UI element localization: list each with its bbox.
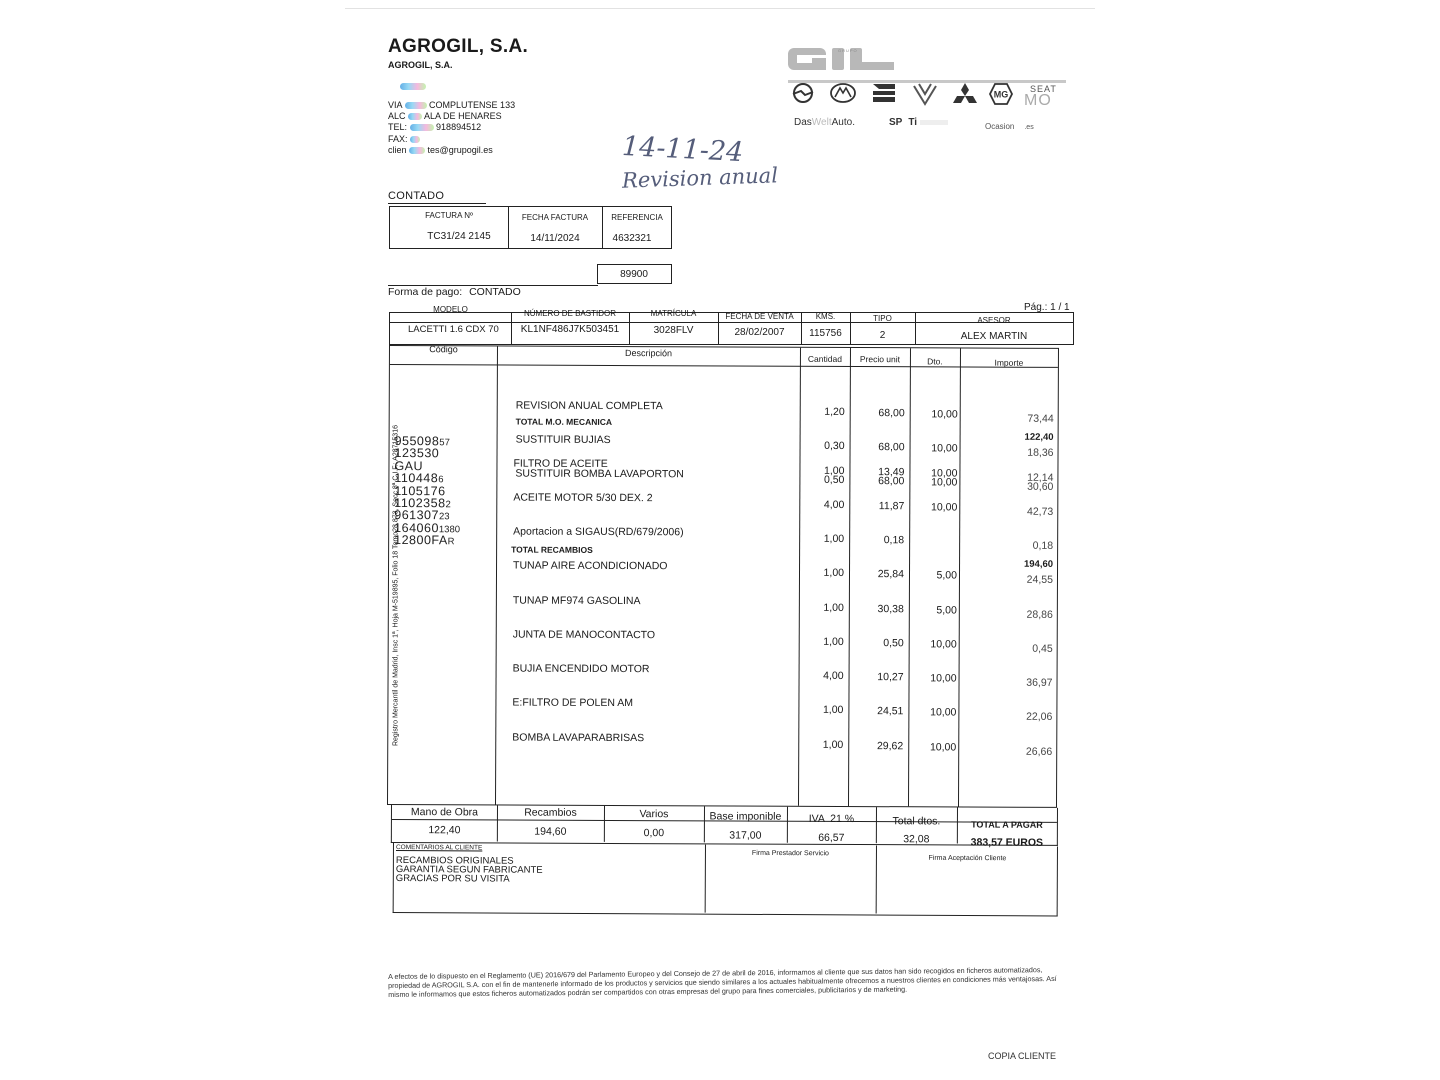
- address-line-4: [388, 134, 420, 145]
- list-item: 1,00: [822, 704, 844, 717]
- list-item: 11,87: [878, 500, 905, 513]
- company-name: AGROGIL, S.A.: [388, 36, 529, 57]
- list-item: 10,27: [877, 671, 904, 684]
- list-item: 1,00: [823, 601, 844, 614]
- list-item: 12800FAR: [394, 533, 455, 548]
- list-item: JUNTA DE MANOCONTACTO: [512, 628, 656, 642]
- divider: [388, 203, 486, 204]
- invoice-reference: 4632321: [612, 233, 652, 244]
- payment-method: [388, 286, 521, 298]
- totals-labor-header: Mano de Obra: [410, 806, 479, 819]
- list-item: 42,73: [1026, 505, 1054, 518]
- list-item: 1105176: [394, 483, 446, 498]
- comments-list: [396, 856, 543, 884]
- list-item: 10,00: [931, 442, 958, 455]
- list-item: 25,84: [877, 568, 905, 581]
- mazda-icon: [828, 82, 858, 104]
- list-item: GAU: [394, 458, 424, 473]
- list-item: 24,55: [1026, 574, 1054, 587]
- invoice-lines-box: [387, 345, 1059, 808]
- list-item: BUJIA ENCENDIDO MOTOR: [512, 662, 650, 676]
- list-item: BOMBA LAVAPARABRISAS: [512, 731, 645, 744]
- sale-date-header: FECHA DE VENTA: [725, 312, 794, 321]
- mg-icon: [988, 82, 1014, 106]
- invoice-date: 14/11/2024: [530, 233, 580, 244]
- list-item: 5,00: [936, 569, 958, 582]
- address-label: ALC: [388, 111, 406, 121]
- list-item: 96130723: [394, 508, 450, 523]
- list-item: 30,38: [877, 602, 904, 615]
- list-item: 10,00: [929, 740, 957, 754]
- seat-icon: [871, 82, 897, 104]
- parts-qty-list: [798, 439, 845, 774]
- address-value: COMPLUTENSE 133: [429, 100, 516, 110]
- address-value: 918894512: [436, 122, 482, 132]
- invoice-number-header: FACTURA Nº: [425, 211, 473, 220]
- address-label: VIA: [388, 100, 403, 110]
- mitsubishi-icon: [951, 82, 979, 106]
- parts-disc-list: [908, 442, 958, 776]
- totals-base-header: Base imponible: [709, 810, 782, 823]
- plate-header: MATRÍCULA: [650, 309, 697, 318]
- tag-es: .es: [1024, 124, 1034, 131]
- list-item: 0,50: [883, 637, 904, 650]
- list-item: 10,00: [930, 501, 958, 514]
- address-line-3: [388, 122, 481, 133]
- list-item: Aportacion a SIGAUS(RD/679/2006): [513, 525, 684, 539]
- list-item: 1104486: [394, 471, 444, 486]
- company-name-small: AGROGIL, S.A.: [388, 60, 453, 70]
- totals-pay-header: TOTAL A PAGAR: [971, 819, 1043, 830]
- vehicle-advisor: ALEX MARTIN: [960, 331, 1028, 342]
- list-item: GARANTIA SEGUN FABRICANTE: [395, 864, 543, 876]
- list-item: 10,00: [931, 476, 958, 489]
- opel-icon: [790, 82, 816, 104]
- list-item: 1,00: [823, 567, 845, 580]
- list-item: 24,51: [877, 705, 904, 718]
- type-header: TIPO: [873, 314, 892, 323]
- amount-column-header: Importe: [994, 357, 1024, 368]
- ocasion-logo: [985, 122, 1034, 131]
- list-item: 36,97: [1026, 676, 1053, 690]
- tag-sp: SP: [889, 117, 903, 128]
- tag-das: Das: [794, 117, 812, 128]
- list-item: 68,00: [878, 441, 905, 454]
- list-item: 4,00: [823, 670, 844, 683]
- address-label: FAX:: [388, 134, 408, 144]
- totals-misc: 0,00: [643, 827, 665, 840]
- list-item: SUSTITUIR BOMBA LAVAPORTON: [515, 467, 684, 481]
- description-column-header: Descripción: [624, 348, 673, 359]
- list-item: [909, 537, 957, 549]
- price-column-header: Precio unit: [859, 354, 901, 365]
- handwritten-date: 14-11-24: [621, 130, 745, 169]
- vehicle-type: 2: [879, 330, 886, 341]
- invoice-box: [389, 206, 672, 249]
- address-label: clien: [388, 145, 407, 155]
- parts-amount-list: [958, 446, 1054, 780]
- list-item: 0,50: [823, 474, 845, 487]
- list-item: 10,00: [930, 706, 957, 719]
- totals-vat-header: IVA 21 %: [808, 812, 855, 826]
- list-item: 0,18: [1032, 540, 1054, 553]
- list-item: 0,30: [824, 439, 845, 453]
- comments-box: [393, 843, 1058, 916]
- invoice-ref-header: REFERENCIA: [611, 213, 663, 222]
- seat-wordmark: SEAT: [1030, 84, 1057, 94]
- tag-welt: Welt: [811, 117, 832, 128]
- list-item: SUSTITUIR BUJIAS: [515, 433, 611, 446]
- vehicle-vin: KL1NF486J7K503451: [520, 324, 620, 335]
- km-header: KMS.: [815, 312, 836, 321]
- list-item: 73,44: [1027, 412, 1054, 425]
- address-value: ALA DE HENARES: [424, 111, 502, 121]
- tag-ti: Ti: [908, 117, 918, 128]
- list-item: 68,00: [878, 475, 905, 488]
- parts-total-label: TOTAL RECAMBIOS: [511, 544, 593, 555]
- invoice-date-header: FECHA FACTURA: [521, 213, 589, 222]
- client-signature-label: Firma Aceptación Cliente: [928, 854, 1007, 863]
- list-item: 1,20: [824, 405, 845, 418]
- list-item: 11023582: [394, 496, 451, 511]
- advisor-header: ASESOR: [977, 316, 1011, 325]
- handwritten-note: Revision anual: [621, 163, 779, 193]
- vehicle-plate: 3028FLV: [653, 325, 694, 336]
- parts-total: 194,60: [1023, 558, 1054, 570]
- vehicle-km: 115756: [809, 328, 842, 339]
- provider-signature-label: Firma Prestador Servicio: [751, 849, 829, 858]
- list-item: 1640601380: [394, 520, 461, 536]
- list-item: 4,00: [823, 498, 845, 512]
- address-line-1: [388, 100, 515, 111]
- redaction-mark: [409, 147, 425, 154]
- client-code-box: [597, 264, 672, 284]
- list-item: 10,00: [930, 672, 957, 685]
- list-item: GRACIAS POR SU VISITA: [395, 873, 510, 885]
- copy-label: COPIA CLIENTE: [988, 1051, 1057, 1061]
- totals-disc-header: Total dtos.: [892, 815, 941, 828]
- list-item: 10,00: [931, 408, 958, 421]
- seat-mo-wordmark: MO: [1024, 92, 1052, 109]
- totals-disc: 32,08: [903, 833, 930, 846]
- list-item: 68,00: [878, 406, 905, 420]
- list-item: 123530: [394, 446, 440, 461]
- payment-label: Forma de pago:: [388, 286, 463, 298]
- address-value: tes@grupogil.es: [427, 145, 493, 155]
- invoice-type: CONTADO: [388, 190, 445, 202]
- legal-notice: A efectos de lo dispuesto en el Reglamento (UE) 2016/679 del Parlamento Europeo y del Consejo de 27 de abril de 2016, informamos al cliente que sus datos han sido recogidos en ficheros automatizados, propiedad de AGROGIL S.A. con el fin de mantenerle informado de los productos y servicios que siendo similares a los actuales habitualmente ofrecemos a nuestros clientes en condiciones más ventajosas. Así mismo le informamos que estos ficheros automatizados podrán ser compartidos con otras empresas del grupo para fines comerciales, publicitarios y de marketing.: [388, 965, 1057, 999]
- totals-vat: 66,57: [818, 831, 845, 844]
- list-item: 1,00: [823, 533, 845, 546]
- list-item: 0,45: [1032, 642, 1053, 655]
- redaction-mark: [405, 102, 427, 109]
- vin-header: NÚMERO DE BASTIDOR: [523, 309, 616, 318]
- list-item: 0,18: [883, 534, 905, 547]
- page-number: Pág.: 1 / 1: [1024, 302, 1070, 313]
- comments-label: COMENTARIOS AL CLIENTE: [395, 844, 483, 852]
- vehicle-sale-date: 28/02/2007: [734, 327, 785, 338]
- list-item: RECAMBIOS ORIGINALES: [395, 855, 514, 867]
- tag-auto: Auto.: [831, 117, 855, 128]
- parts-code-list: [394, 436, 460, 548]
- sportiva-logo: [889, 117, 948, 128]
- list-item: REVISION ANUAL COMPLETA: [515, 399, 663, 413]
- labor-total: 122,40: [1024, 431, 1054, 443]
- svg-text:MG: MG: [993, 89, 1009, 100]
- disc-column-header: Dto.: [927, 356, 943, 367]
- list-item: 28,86: [1026, 608, 1053, 621]
- totals-base: 317,00: [729, 829, 762, 842]
- payment-value: CONTADO: [469, 286, 521, 298]
- list-item: 10,00: [930, 638, 957, 651]
- list-item: ACEITE MOTOR 5/30 DEX. 2: [513, 491, 653, 505]
- list-item: 1,00: [823, 464, 845, 477]
- list-item: 29,62: [876, 739, 904, 752]
- list-item: 13,49: [878, 465, 905, 479]
- totals-parts-header: Recambios: [524, 806, 577, 819]
- labor-total-label: TOTAL M.O. MECANICA: [515, 416, 613, 427]
- list-item: 12,14: [1027, 471, 1054, 484]
- totals-labor: 122,40: [428, 824, 461, 837]
- grupo-label: GRUPO: [838, 48, 858, 53]
- totals-parts: 194,60: [534, 825, 567, 838]
- list-item: 5,00: [936, 604, 957, 617]
- redaction-mark: [410, 124, 434, 131]
- qty-column-header: Cantidad: [807, 353, 842, 364]
- cupra-icon: [912, 82, 938, 106]
- list-item: TUNAP AIRE ACONDICIONADO: [513, 560, 668, 573]
- address-line-2: [388, 111, 502, 122]
- list-item: 30,60: [1027, 481, 1054, 494]
- list-item: 22,06: [1026, 711, 1053, 724]
- parts-description-list: [512, 433, 684, 768]
- list-item: 18,36: [1027, 446, 1054, 459]
- list-item: 1,00: [822, 738, 844, 751]
- invoice-number: TC31/24 2145: [427, 231, 491, 242]
- vehicle-model: LACETTI 1.6 CDX 70: [408, 324, 499, 335]
- parts-price-list: [848, 441, 905, 775]
- client-code: 89900: [620, 269, 648, 280]
- model-header: MODELO: [433, 305, 468, 314]
- list-item: 10,00: [931, 467, 958, 480]
- list-item: 1,00: [823, 635, 844, 648]
- redaction-mark: [400, 78, 426, 96]
- redaction-mark: [410, 136, 420, 143]
- code-column-header: Código: [429, 344, 458, 355]
- address-label: TEL:: [388, 122, 408, 132]
- registry-text: Registro Mercantil de Madrid, Insc 1ª, Hoja M-519895, Folio 18 Tomo28.873, Secc 8ª C.I.F.: A28715316: [392, 425, 400, 747]
- total-to-pay: 383,57 EUROS: [970, 836, 1044, 849]
- tag-ocasion: Ocasion: [985, 122, 1015, 131]
- list-item: E:FILTRO DE POLEN AM: [512, 696, 634, 710]
- page-top-edge: [345, 8, 1095, 20]
- redaction-mark: [408, 113, 422, 120]
- list-item: 26,66: [1025, 745, 1053, 758]
- list-item: 95509857: [394, 434, 450, 449]
- list-item: TUNAP MF974 GASOLINA: [512, 594, 641, 607]
- list-item: FILTRO DE ACEITE: [513, 457, 608, 470]
- totals-misc-header: Varios: [639, 808, 669, 821]
- address-line-5: [388, 145, 493, 156]
- das-welt-auto-logo: [794, 117, 855, 128]
